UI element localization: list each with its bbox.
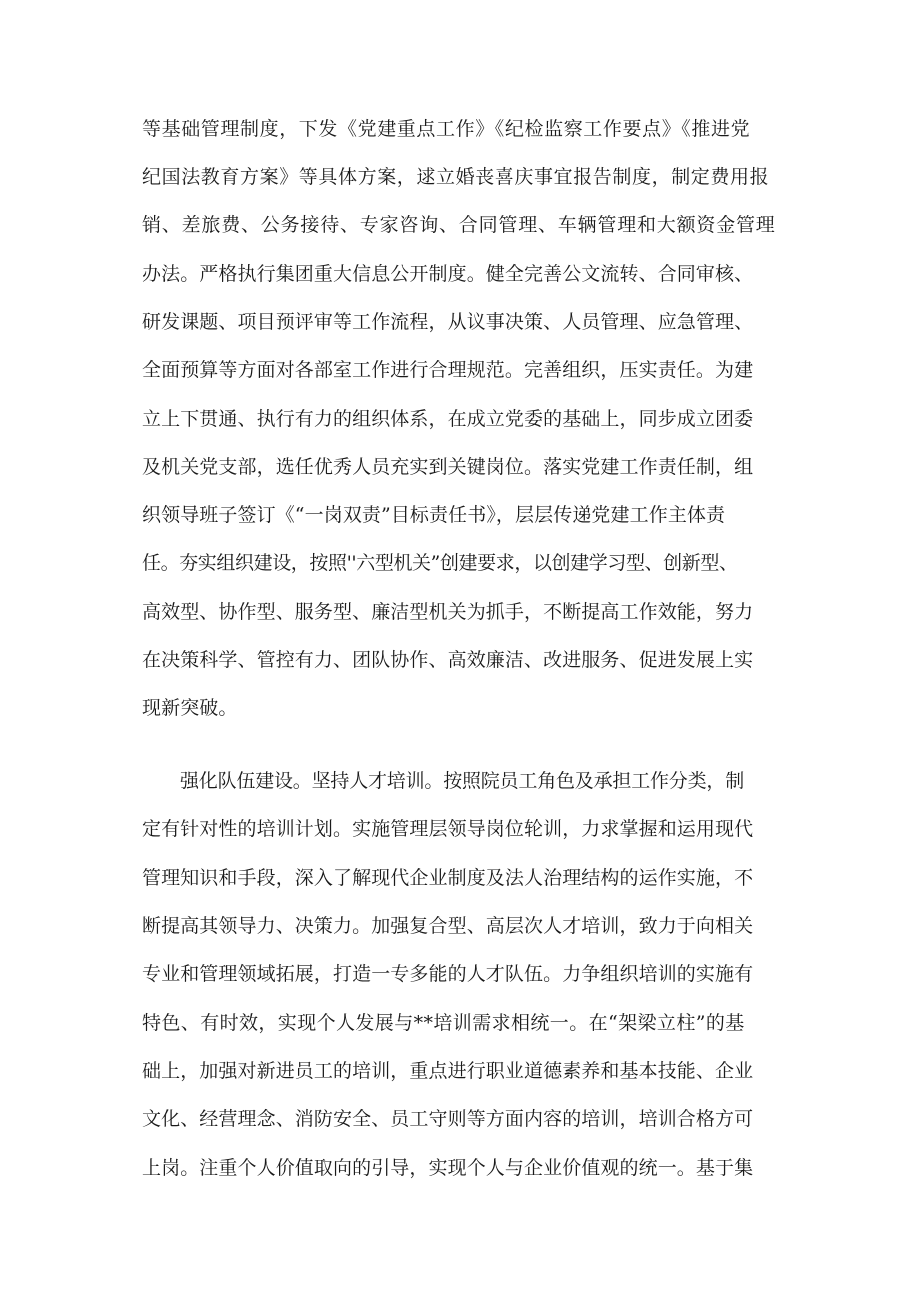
text-line: 销、差旅费、公务接待、专家咨询、合同管理、车辆管理和大额资金管理 bbox=[142, 214, 776, 236]
text-line: 及机关党支部，选任优秀人员充实到关键岗位。落实党建工作责任制，组 bbox=[142, 456, 754, 478]
text-line: 高效型、协作型、服务型、廉洁型机关为抓手，不断提高工作效能，努力 bbox=[142, 601, 754, 623]
text-line: 现新突破。 bbox=[142, 697, 238, 719]
text-line: 专业和管理领域拓展，打造一专多能的人才队伍。力争组织培训的实施有 bbox=[142, 963, 754, 985]
text-line: 管理知识和手段，深入了解现代企业制度及法人治理结构的运作实施，不 bbox=[142, 867, 754, 889]
text-line: 上岗。注重个人价值取向的引导，实现个人与企业价值观的统一。基于集 bbox=[142, 1157, 754, 1179]
text-line: 定有针对性的培训计划。实施管理层领导岗位轮训，力求掌握和运用现代 bbox=[142, 818, 754, 840]
text-line: 等基础管理制度，下发《党建重点工作》《纪检监察工作要点》《推进党 bbox=[142, 118, 751, 140]
text-line: 特色、有时效，实现个人发展与**培训需求相统一。在“架梁立柱”的基 bbox=[142, 1012, 745, 1034]
text-line: 研发课题、项目预评审等工作流程，从议事决策、人员管理、应急管理、 bbox=[142, 311, 754, 333]
text-line: 断提高其领导力、决策力。加强复合型、高层次人才培训，致力于向相关 bbox=[142, 915, 754, 937]
text-line: 立上下贯通、执行有力的组织体系，在成立党委的基础上，同步成立团委 bbox=[142, 408, 754, 430]
text-line: 文化、经营理念、消防安全、员工守则等方面内容的培训，培训合格方可 bbox=[142, 1108, 754, 1130]
text-line: 办法。严格执行集团重大信息公开制度。健全完善公文流转、合同审核、 bbox=[142, 263, 754, 285]
text-line: 纪国法教育方案》等具体方案，逑立婚丧喜庆事宜报告制度，制定费用报 bbox=[142, 166, 770, 188]
text-line: 织领导班子签订《“一岗双责”目标责任书》，层层传递党建工作主体责 bbox=[142, 504, 726, 526]
text-line: 任。夯实组织建设，按照''六型机关”创建要求，以创建学习型、创新型、 bbox=[142, 552, 738, 574]
text-line: 在决策科学、管控有力、团队协作、高效廉洁、改进服务、促进发展上实 bbox=[142, 649, 754, 671]
text-line: 础上，加强对新进员工的培训，重点进行职业道德素养和基本技能、企业 bbox=[142, 1060, 754, 1082]
text-line: 全面预算等方面对各部室工作进行合理规范。完善组织，压实责任。为建 bbox=[142, 359, 754, 381]
text-line: 强化队伍建设。坚持人才培训。按照院员工角色及承担工作分类，制 bbox=[180, 770, 745, 792]
